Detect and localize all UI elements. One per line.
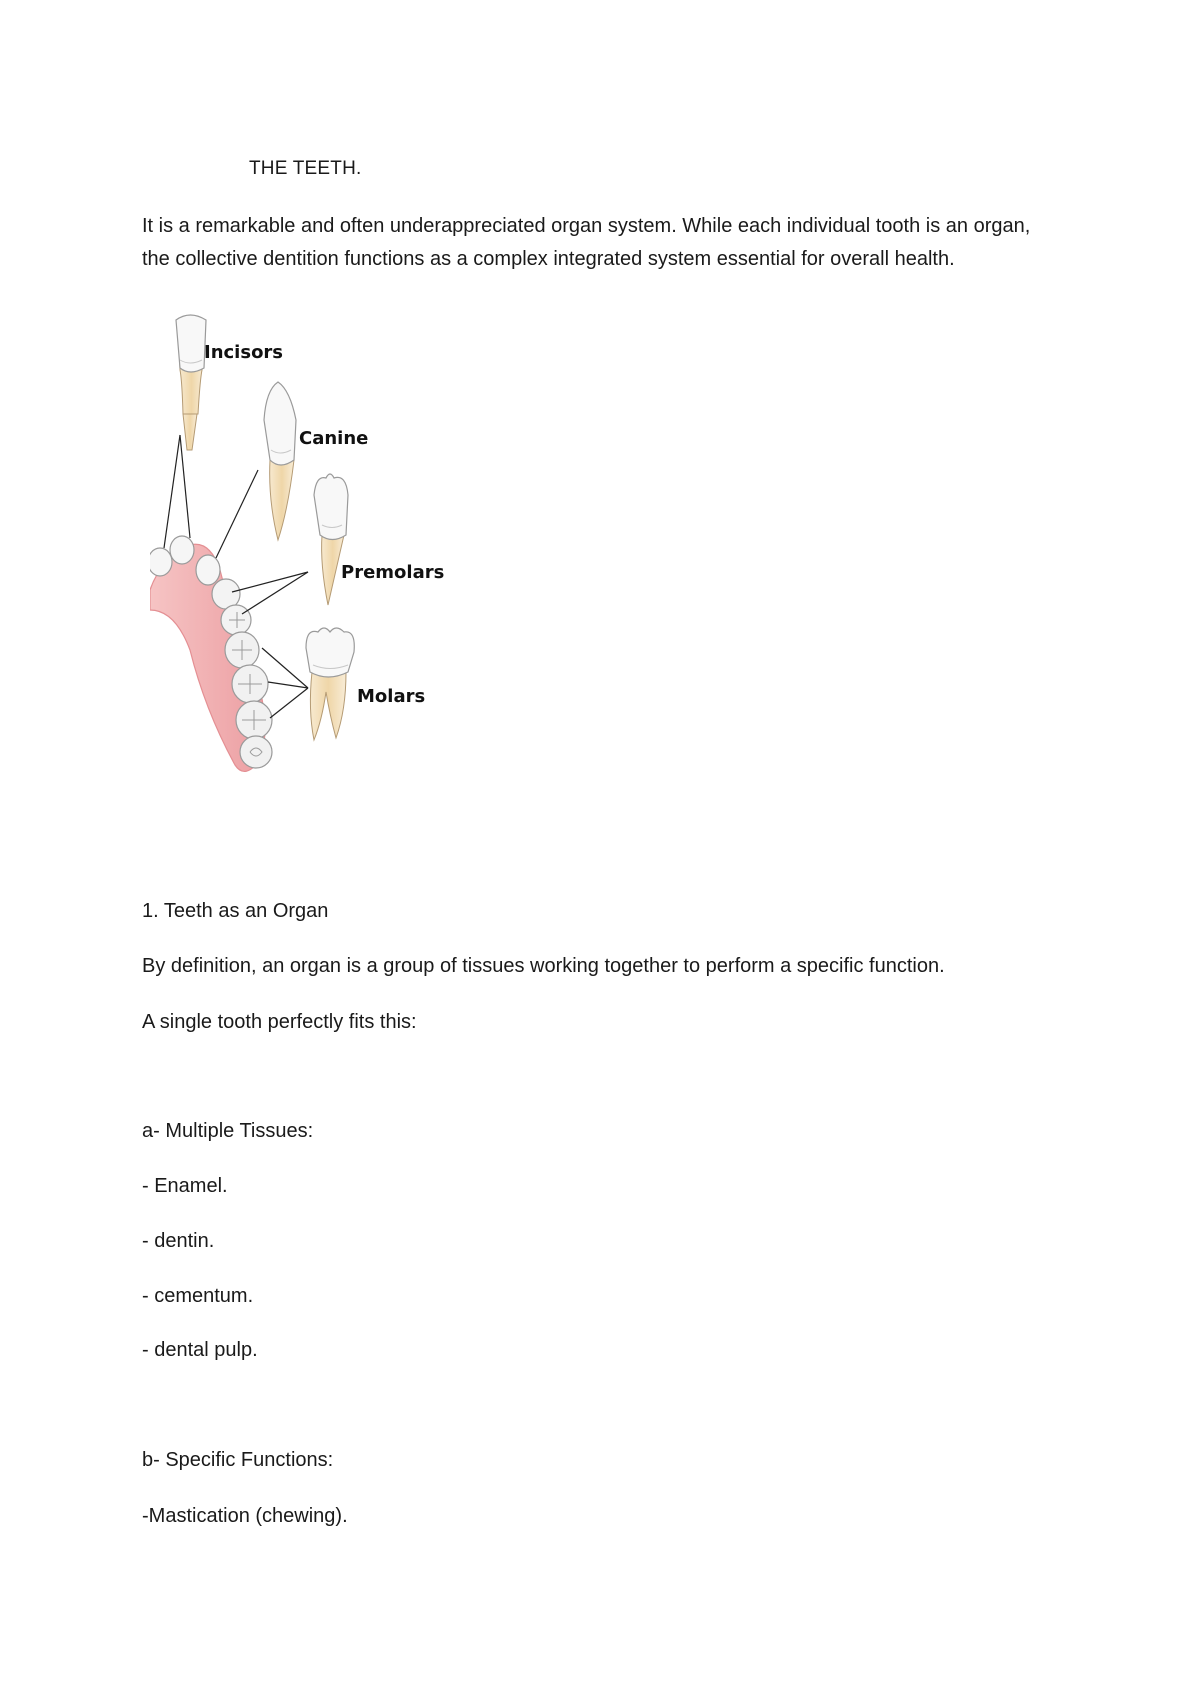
incisor-tooth-icon — [176, 315, 206, 450]
canine-label: Canine — [299, 428, 369, 449]
incisors-label: Incisors — [204, 342, 284, 363]
premolar-tooth-icon — [314, 474, 348, 605]
tissue-item-cementum: - cementum. — [142, 1285, 254, 1307]
section-heading: 1. Teeth as an Organ — [142, 900, 329, 922]
lower-jaw-icon — [150, 536, 272, 771]
fit-text: A single tooth perfectly fits this: — [142, 1011, 417, 1033]
functions-heading: b- Specific Functions: — [142, 1449, 334, 1471]
molar-tooth-icon — [306, 628, 354, 740]
premolars-label: Premolars — [341, 562, 445, 583]
function-item-mastication: -Mastication (chewing). — [142, 1505, 348, 1527]
tissue-item-pulp: - dental pulp. — [142, 1339, 258, 1361]
definition-text: By definition, an organ is a group of tissues working together to perform a specific function. — [142, 955, 945, 977]
document-title: THE TEETH. — [249, 158, 362, 179]
canine-tooth-icon — [264, 382, 296, 540]
tissues-heading: a- Multiple Tissues: — [142, 1120, 314, 1142]
molars-label: Molars — [357, 686, 426, 707]
intro-paragraph: It is a remarkable and often underappreciated organ system. While each individual tooth is an organ, the collective dentition functions as a complex integrated system essential for overall health. — [142, 215, 1031, 270]
tissue-item-enamel: - Enamel. — [142, 1175, 228, 1197]
teeth-diagram — [150, 310, 510, 820]
tissue-item-dentin: - dentin. — [142, 1230, 215, 1252]
